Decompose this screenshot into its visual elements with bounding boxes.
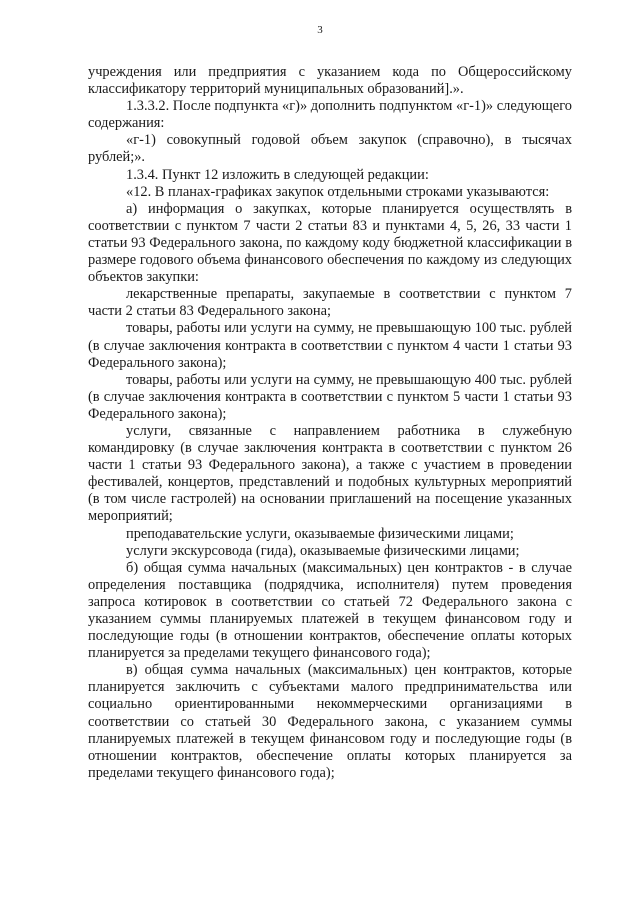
paragraph: «г-1) совокупный годовой объем закупок (справочно), в тысячах рублей;». [88,132,572,166]
paragraph: а) информация о закупках, которые планируется осуществлять в соответствии с пунктом 7 части 2 статьи 83 и пунктами 4, 5, 26, 33 части 1 статьи 93 Федерального закона, по каждому коду бюджетной классификации в размере годового объема финансового обеспечения по каждому из следующих объектов закупки: [88,200,572,286]
paragraph: услуги экскурсовода (гида), оказываемые физическими лицами; [126,542,520,559]
paragraph: 1.3.4. Пункт 12 изложить в следующей редакции: [126,166,429,183]
paragraph: 1.3.3.2. После подпункта «г)» дополнить подпунктом «г-1)» следующего содержания: [88,98,572,132]
paragraph: услуги, связанные с направлением работника в служебную командировку (в случае заключения контракта в соответствии с пунктом 26 части 1 статьи 93 Федерального закона), а также с участием в проведении фестивалей, концертов, представлений и подобных культурных мероприятий (в том числе гастролей) на основании приглашений на посещение указанных мероприятий; [88,422,572,525]
paragraph: учреждения или предприятия с указанием кода по Общероссийскому классификатору территорий муниципальных образований].». [88,64,572,98]
paragraph: «12. В планах-графиках закупок отдельными строками указываются: [126,183,550,200]
document-body [88,64,572,782]
paragraph: б) общая сумма начальных (максимальных) цен контрактов - в случае определения поставщика (подрядчика, исполнителя) путем проведения запроса котировок в соответствии со статьей 72 Федерального закона с указанием суммы планируемых платежей в текущем финансовом году и последующие годы (в отношении контрактов, обеспечение оплаты которых планируется за пределами текущего финансового года); [88,559,572,662]
page-number: 3 [317,24,323,36]
paragraph: товары, работы или услуги на сумму, не превышающую 100 тыс. рублей (в случае заключения контракта в соответствии с пунктом 4 части 1 статьи 93 Федерального закона); [88,320,572,371]
paragraph: лекарственные препараты, закупаемые в соответствии с пунктом 7 части 2 статьи 83 Федерального закона; [88,286,572,320]
paragraph: в) общая сумма начальных (максимальных) цен контрактов, которые планируется заключить с субъектами малого предпринимательства или социально ориентированными некоммерческими организациями в соответствии со статьей 30 Федерального закона, с указанием суммы планируемых платежей в текущем финансовом году и последующие годы (в отношении контрактов, обеспечение оплаты которых планируется за пределами текущего финансового года); [88,662,572,781]
paragraph: преподавательские услуги, оказываемые физическими лицами; [126,525,514,542]
paragraph: товары, работы или услуги на сумму, не превышающую 400 тыс. рублей (в случае заключения контракта в соответствии с пунктом 5 части 1 статьи 93 Федерального закона); [88,371,572,422]
